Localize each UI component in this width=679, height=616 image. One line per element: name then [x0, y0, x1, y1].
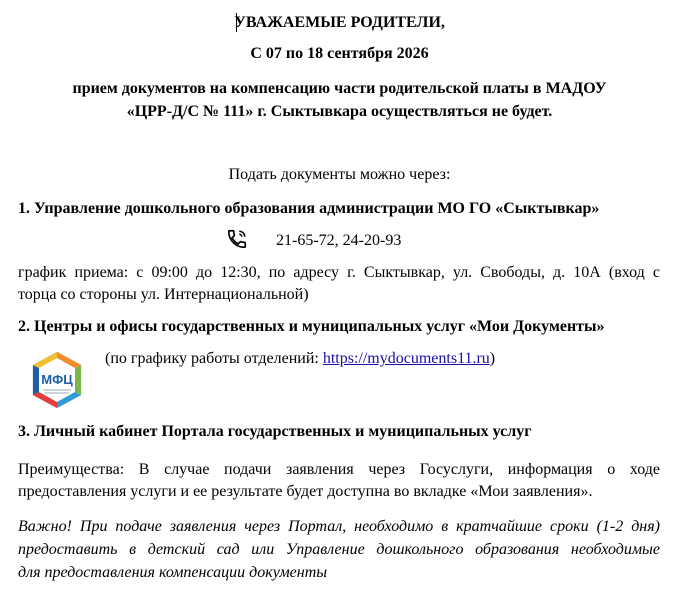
section3-advantages-line1: Преимущества: В случае подачи заявления через Госуслуги, информация о ходе: [18, 461, 660, 478]
header-notice-line2: «ЦРР-Д/С № 111» г. Сыктывкара осуществляться не будет.: [126, 103, 553, 120]
section1-schedule-line2: торца со стороны ул. Интернациональной): [18, 286, 309, 303]
phone-icon: [226, 228, 248, 250]
section2-note-prefix: (по графику работы отделений:: [105, 350, 323, 367]
section2-note-suffix: ): [489, 350, 496, 367]
section1-schedule-line1: график приема: с 09:00 до 12:30, по адресу г. Сыктывкар, ул. Свободы, д. 10А (вход с: [18, 264, 660, 281]
section3-advantages-line2: предоставления услуги и ее результате будет доступна во вкладке «Мои заявления».: [18, 483, 593, 500]
intro-text: Подать документы можно через:: [228, 166, 451, 183]
header-dates: С 07 по 18 сентября 2026: [250, 45, 429, 62]
section3-title: 3. Личный кабинет Портала государственных и муниципальных услуг: [18, 423, 532, 440]
section2-note: [105, 350, 495, 368]
mfc-logo-text: МФЦ: [41, 372, 73, 387]
section3-warning-line1: Важно! При подаче заявления через Портал, необходимо в кратчайшие сроки (1-2 дня): [18, 518, 660, 535]
header-greeting: УВАЖАЕМЫЕ РОДИТЕЛИ,: [234, 14, 445, 31]
section2-title: 2. Центры и офисы государственных и муниципальных услуг «Мои Документы»: [18, 318, 605, 335]
section3-warning-line3: для предоставления компенсации документы: [18, 564, 328, 581]
section1-title: 1. Управление дошкольного образования администрации МО ГО «Сыктывкар»: [18, 200, 600, 217]
section3-warning-line2: предоставить в детский сад или Управление дошкольного образования необходимые: [18, 541, 660, 558]
mfc-logo: [30, 350, 84, 410]
section1-phones: 21-65-72, 24-20-93: [276, 232, 402, 249]
header-notice-line1: прием документов на компенсацию части родительской платы в МАДОУ: [72, 80, 607, 97]
mydocuments-link[interactable]: https://mydocuments11.ru: [322, 350, 490, 367]
